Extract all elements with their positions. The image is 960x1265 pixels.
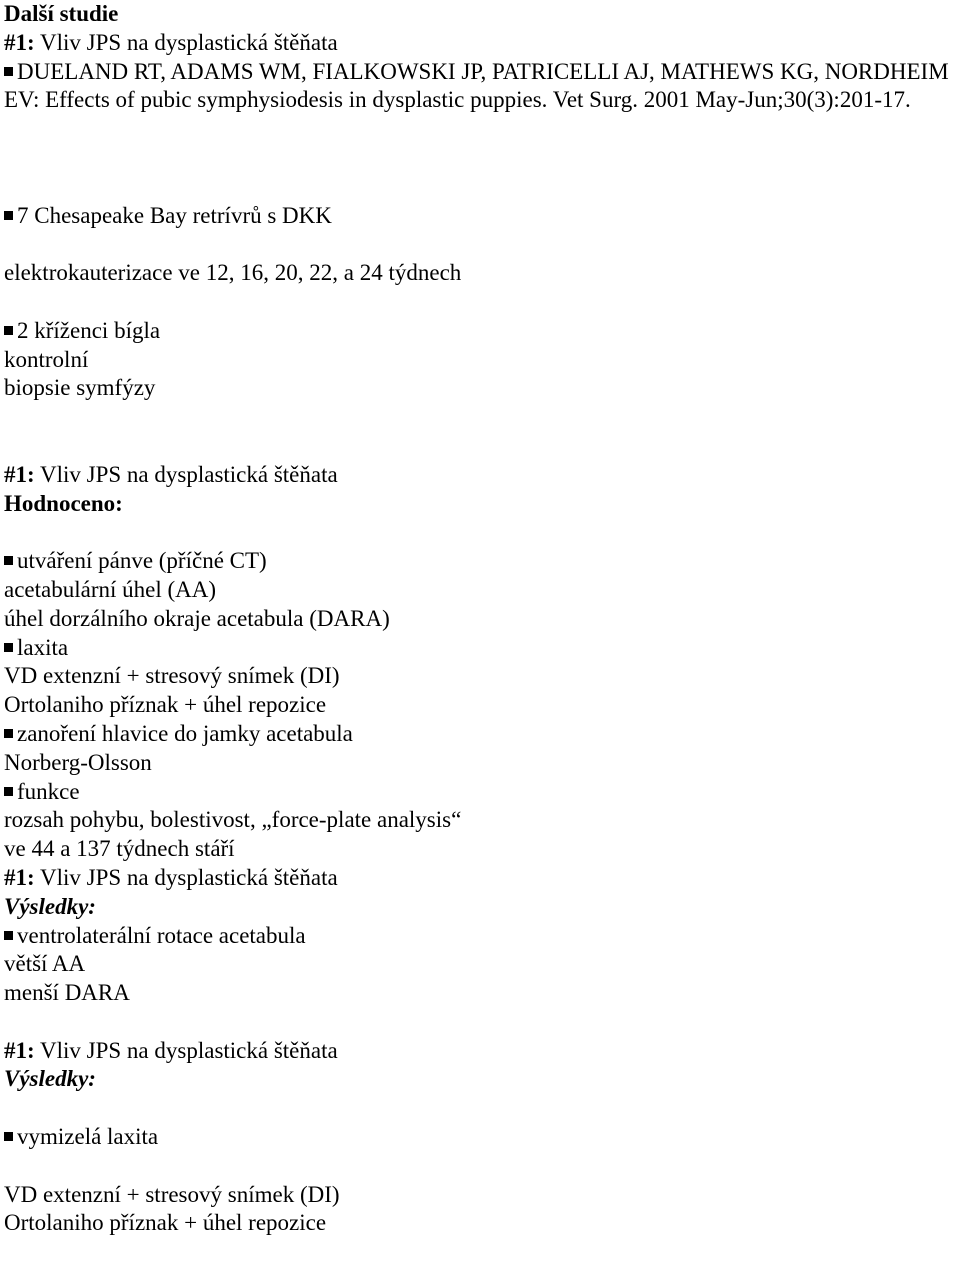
list-item — [4, 720, 956, 749]
bullet-icon — [4, 643, 13, 652]
list-item — [4, 922, 956, 951]
slide5-subtitle: Výsledky: — [4, 1066, 96, 1092]
list-item-label: vymizelá laxita — [17, 1124, 159, 1150]
spacer — [4, 173, 956, 202]
bullet-icon — [4, 556, 13, 565]
slide4-title — [4, 864, 956, 893]
slide3-title — [4, 461, 956, 490]
sub-item: ve 44 a 137 týdnech stáří — [4, 836, 235, 862]
slide4-title-prefix: #1: — [4, 864, 35, 890]
sub-item: Ortolaniho příznak + úhel repozice — [4, 692, 327, 718]
bullet-icon — [4, 211, 13, 220]
spacer — [4, 288, 956, 317]
list-item-label: laxita — [17, 634, 69, 660]
sub-item: menší DARA — [4, 980, 130, 1006]
sub-item: Ortolaniho příznak + úhel repozice — [4, 1210, 327, 1236]
spacer — [4, 230, 956, 259]
slide5-title-prefix: #1: — [4, 1037, 35, 1063]
sub-item: acetabulární úhel (AA) — [4, 576, 217, 602]
group2-label: 2 kříženci bígla — [17, 317, 161, 343]
sub-item: VD extenzní + stresový snímek (DI) — [4, 1181, 340, 1207]
spacer — [4, 1008, 956, 1037]
document-page — [4, 0, 956, 1238]
slide3-title-prefix: #1: — [4, 461, 35, 487]
list-item — [4, 634, 956, 663]
spacer — [4, 403, 956, 432]
bullet-icon — [4, 931, 13, 940]
slide3-subtitle: Hodnoceno: — [4, 490, 123, 516]
slide5-title — [4, 1037, 956, 1066]
sub-item: Norberg-Olsson — [4, 749, 152, 775]
sub-item: VD extenzní + stresový snímek (DI) — [4, 663, 340, 689]
list-item-label: zanoření hlavice do jamky acetabula — [17, 720, 353, 746]
reference-text: DUELAND RT, ADAMS WM, FIALKOWSKI JP, PATRICELLI AJ, MATHEWS KG, NORDHEIM EV: Effects of pubic symphysiodesis in dysplastic puppies. Vet Surg. 2001 May-Jun;30(3):201-17. — [4, 58, 949, 113]
group1-detail: elektrokauterizace ve 12, 16, 20, 22, a 24 týdnech — [4, 260, 462, 286]
list-item-label: utváření pánve (příčné CT) — [17, 548, 267, 574]
spacer — [4, 432, 956, 461]
slide4-title-text: Vliv JPS na dysplastická štěňata — [34, 864, 338, 890]
spacer — [4, 1152, 956, 1181]
group1-label: 7 Chesapeake Bay retrívrů s DKK — [17, 202, 332, 228]
group2-line2: biopsie symfýzy — [4, 375, 156, 401]
list-item-label: ventrolaterální rotace acetabula — [17, 922, 306, 948]
slide1-reference — [4, 58, 956, 116]
bullet-icon — [4, 729, 13, 738]
list-item — [4, 547, 956, 576]
slide5-title-text: Vliv JPS na dysplastická štěňata — [34, 1037, 338, 1063]
spacer — [4, 144, 956, 173]
bullet-icon — [4, 1132, 13, 1141]
spacer — [4, 518, 956, 547]
group2-line1: kontrolní — [4, 346, 89, 372]
spacer — [4, 1094, 956, 1123]
sub-item: větší AA — [4, 951, 86, 977]
bullet-icon — [4, 67, 13, 76]
spacer — [4, 115, 956, 144]
bullet-icon — [4, 326, 13, 335]
list-item-label: funkce — [17, 778, 80, 804]
group2-item — [4, 317, 956, 346]
page-heading: Další studie — [4, 1, 119, 26]
slide3-title-text: Vliv JPS na dysplastická štěňata — [34, 461, 338, 487]
list-item — [4, 1123, 956, 1152]
group1-item — [4, 202, 956, 231]
sub-item: úhel dorzálního okraje acetabula (DARA) — [4, 605, 390, 631]
slide1-title-prefix: #1: — [4, 29, 35, 55]
bullet-icon — [4, 787, 13, 796]
slide1-title — [4, 29, 956, 58]
slide1-title-text: Vliv JPS na dysplastická štěňata — [34, 29, 338, 55]
list-item — [4, 778, 956, 807]
slide4-subtitle: Výsledky: — [4, 893, 96, 919]
sub-item: rozsah pohybu, bolestivost, „force-plate analysis“ — [4, 807, 462, 833]
